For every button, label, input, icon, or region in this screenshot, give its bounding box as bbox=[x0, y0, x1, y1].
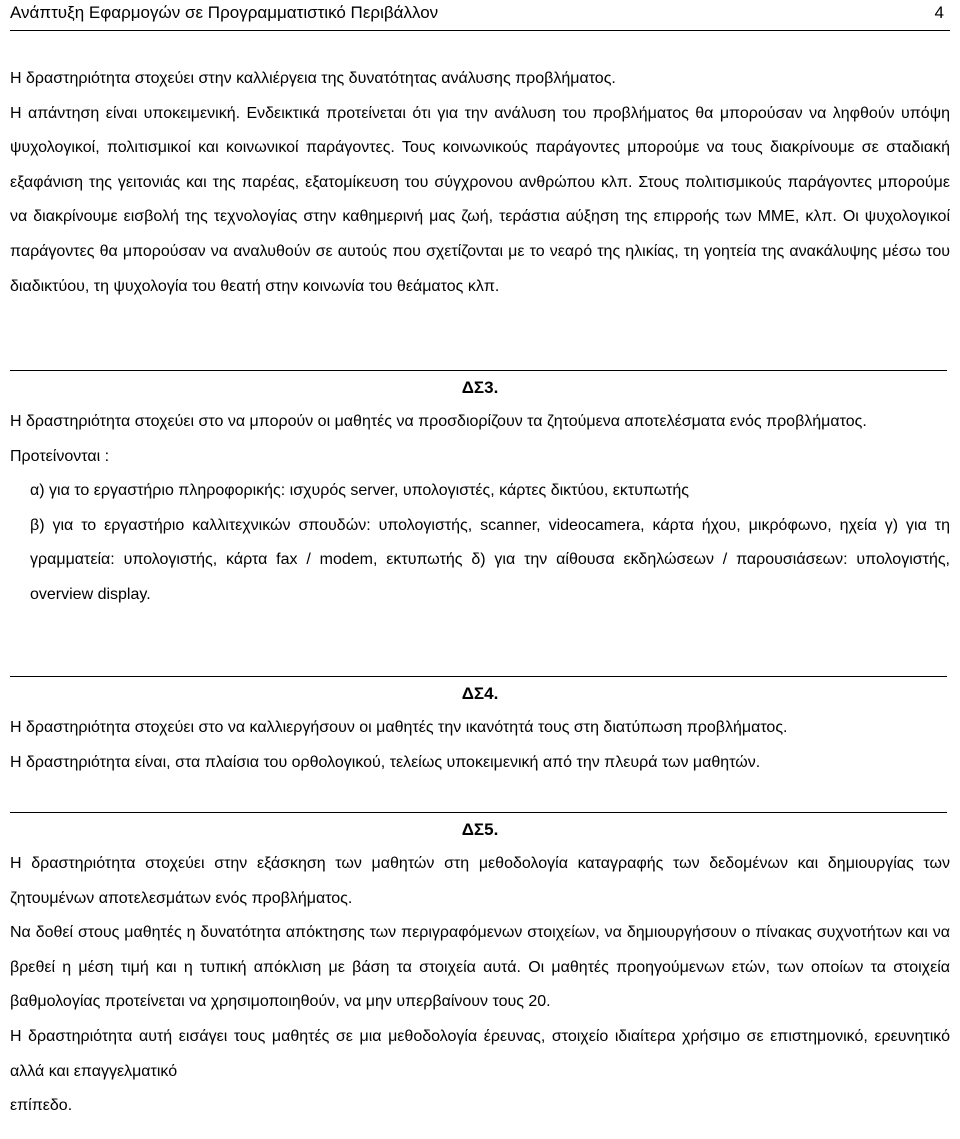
page-header bbox=[10, 2, 950, 31]
intro-paragraph-1: Η δραστηριότητα στοχεύει στην καλλιέργεια της δυνατότητας ανάλυσης προβλήματος. bbox=[10, 70, 616, 87]
ds4-paragraph-1: Η δραστηριότητα στοχεύει στο να καλλιεργήσουν οι μαθητές την ικανότητά τους στη διατύπωση προβλήματος. bbox=[10, 719, 788, 736]
ds3-item-a: α) για το εργαστήριο πληροφορικής: ισχυρός server, υπολογιστές, κάρτες δικτύου, εκτυπωτής bbox=[30, 482, 689, 500]
section-ds4 bbox=[10, 711, 950, 780]
section-ds5 bbox=[10, 847, 950, 1124]
section-heading-ds3: ΔΣ3. bbox=[461, 378, 499, 397]
ds3-paragraph-1: Η δραστηριότητα στοχεύει στο να μπορούν οι μαθητές να προσδιορίζουν τα ζητούμενα αποτελέσματα ενός προβλήματος. bbox=[10, 413, 867, 430]
section-heading-ds4: ΔΣ4. bbox=[461, 684, 499, 703]
header-title: Ανάπτυξη Εφαρμογών σε Προγραμματιστικό Περιβάλλον bbox=[10, 3, 439, 22]
ds3-paragraph-2: Προτείνονται : bbox=[10, 447, 110, 465]
intro-paragraph-2: Η απάντηση είναι υποκειμενική. Ενδεικτικά προτείνεται ότι για την ανάλυση του προβλήματος θα μπορούσαν να ληφθούν υπόψη ψυχολογικοί, πολιτισμικοί και κοινωνικοί παράγοντες. Τους κοινωνικούς παράγοντες μπορούμε να τους διακρίνουμε σε σταδιακή εξαφάνιση της γειτονιάς και της παρέας, εξατομίκευση του σύγχρονου ανθρώπου κλπ. Στους πολιτισμικούς παράγοντες μπορούμε να διακρίνουμε εισβολή της τεχνολογίας στην καθημερινή μας ζωή, τεράστια αύξηση της επιρροής των ΜΜΕ, κλπ. Οι ψυχολογικοί παράγοντες θα μπορούσαν να αναλυθούν σε αυτούς που σχετίζονται με το νεαρό της ηλικίας, τη γοητεία της ανακάλυψης μέσω του διαδικτύου, τη ψυχολογία του θεατή στην κοινωνία του θεάματος κλπ. bbox=[10, 104, 950, 295]
ds5-paragraph-2: Να δοθεί στους μαθητές η δυνατότητα απόκτησης των περιγραφόμενων στοιχείων, να δημιουργήσουν ο πίνακας συχνοτήτων και να βρεθεί η μέση τιμή και η τυπική απόκλιση με βάση τα στοιχεία αυτά. Οι μαθητές προηγούμενων ετών, των οποίων τα στοιχεία βαθμολογίας προτείνεται να χρησιμοποιηθούν, να μην υπερβαίνουν τους 20. bbox=[10, 924, 950, 1011]
section-heading-ds5: ΔΣ5. bbox=[461, 820, 499, 839]
ds5-paragraph-4: επίπεδο. bbox=[10, 1097, 73, 1115]
intro-section bbox=[10, 62, 950, 304]
ds3-item-b: β) για το εργαστήριο καλλιτεχνικών σπουδών: υπολογιστής, scanner, videocamera, κάρτα ήχου, μικρόφωνο, ηχεία γ) για τη γραμματεία: υπολογιστής, κάρτα fax / modem, εκτυπωτής δ) για την αίθουσα εκδηλώσεων / παρουσιάσεων: υπολογιστής, overview display. bbox=[30, 516, 950, 603]
ds5-paragraph-1: Η δραστηριότητα στοχεύει στην εξάσκηση των μαθητών στη μεθοδολογία καταγραφής των δεδομένων και δημιουργίας των ζητουμένων αποτελεσμάτων ενός προβλήματος. bbox=[10, 855, 950, 907]
ds4-paragraph-2: Η δραστηριότητα είναι, στα πλαίσια του ορθολογικού, τελείως υποκειμενική από την πλευρά των μαθητών. bbox=[10, 753, 761, 771]
page-number: 4 bbox=[934, 3, 944, 22]
ds5-paragraph-3: Η δραστηριότητα αυτή εισάγει τους μαθητές σε μια μεθοδολογία έρευνας, στοιχείο ιδιαίτερα χρήσιμο σε επιστημονικό, ερευνητικό αλλά και επαγγελματικό bbox=[10, 1027, 950, 1080]
section-ds3 bbox=[10, 405, 950, 613]
